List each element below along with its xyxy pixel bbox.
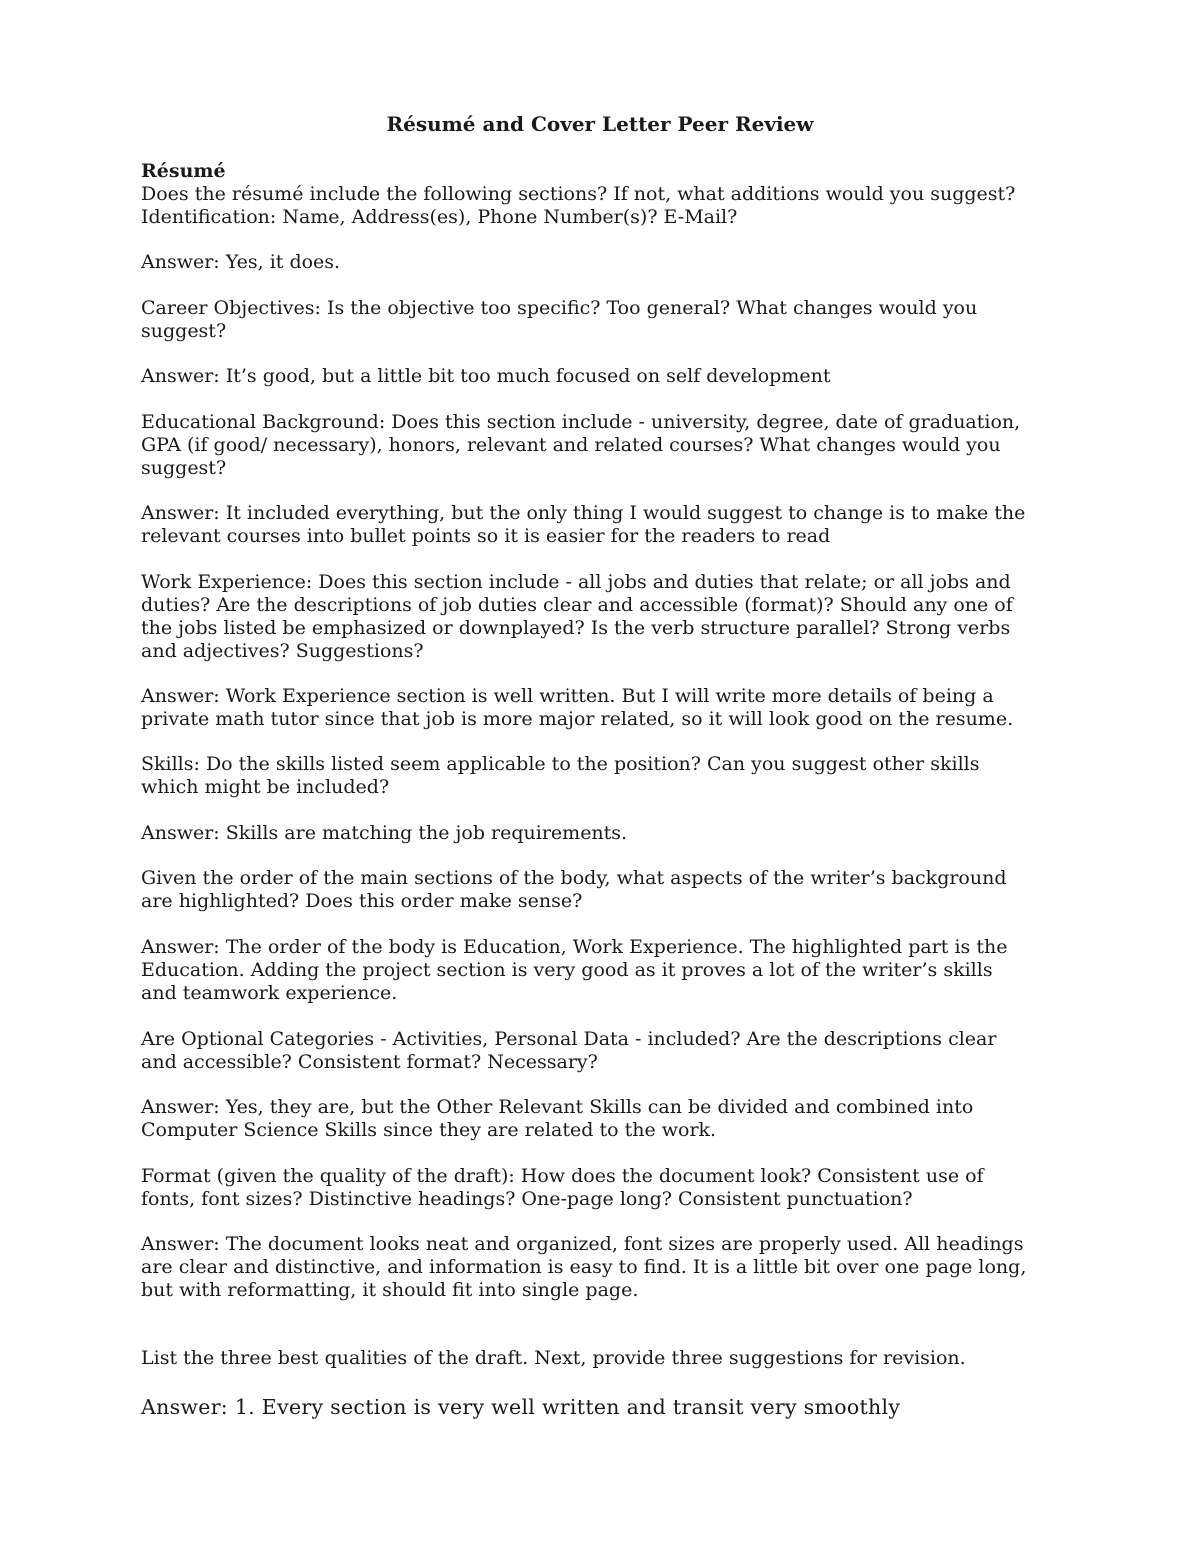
intro-question-sections: Does the résumé include the following sections? If not, what additions would you suggest? [141,183,1016,205]
answer-skills: Answer: Skills are matching the job requirements. [141,822,628,844]
question-best-qualities: List the three best qualities of the draft. Next, provide three suggestions for revision. [141,1347,966,1369]
answer-best-qualities: Answer: 1. Every section is very well written and transit very smoothly [141,1395,901,1419]
question-section-order: Given the order of the main sections of the body, what aspects of the writer’s background are highlighted? Does this order make sense? [141,867,1007,912]
question-format: Format (given the quality of the draft): How does the document look? Consistent use of fonts, font sizes? Distinctive headings? One-page long? Consistent punctuation? [141,1165,984,1210]
answer-optional-categories: Answer: Yes, they are, but the Other Relevant Skills can be divided and combined into Computer Science Skills since they are related to the work. [141,1096,974,1141]
question-work-experience: Work Experience: Does this section include - all jobs and duties that relate; or all jobs and duties? Are the descriptions of job duties clear and accessible (format)? Should any one of the jobs listed be emphasized or downplayed? Is the verb structure parallel? Strong verbs and adjectives? Suggestions? [141,571,1013,662]
question-educational-background: Educational Background: Does this section include - university, degree, date of graduation, GPA (if good/ necessary), honors, relevant and related courses? What changes would you suggest? [141,411,1021,479]
answer-identification: Answer: Yes, it does. [141,251,341,273]
answer-section-order: Answer: The order of the body is Education, Work Experience. The highlighted part is the Education. Adding the project section is very good as it proves a lot of the writer’s skills and teamwork experience. [141,936,1008,1004]
answer-career-objectives: Answer: It’s good, but a little bit too much focused on self development [141,365,831,387]
question-optional-categories: Are Optional Categories - Activities, Personal Data - included? Are the descriptions clear and accessible? Consistent format? Necessary? [141,1028,997,1073]
intro-question-identification: Identification: Name, Address(es), Phone Number(s)? E-Mail? [141,206,738,228]
question-skills: Skills: Do the skills listed seem applicable to the position? Can you suggest other skills which might be included? [141,753,980,798]
question-career-objectives: Career Objectives: Is the objective too specific? Too general? What changes would you suggest? [141,297,978,342]
answer-educational-background: Answer: It included everything, but the only thing I would suggest to change is to make the relevant courses into bullet points so it is easier for the readers to read [141,502,1026,547]
answer-work-experience: Answer: Work Experience section is well written. But I will write more details of being a private math tutor since that job is more major related, so it will look good on the resume. [141,685,1014,730]
section-heading-resume: Résumé [141,160,226,182]
answer-format: Answer: The document looks neat and organized, font sizes are properly used. All headings are clear and distinctive, and information is easy to find. It is a little bit over one page long, but with reformatting, it should fit into single page. [141,1233,1027,1301]
document-title: Résumé and Cover Letter Peer Review [386,112,814,136]
